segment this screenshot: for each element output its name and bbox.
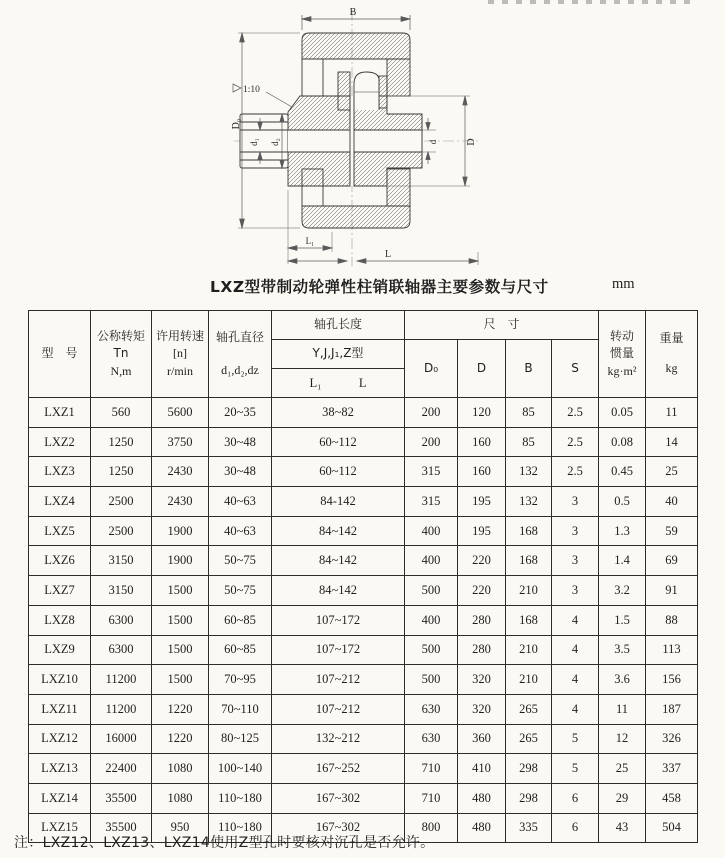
table-row xyxy=(29,605,698,635)
cell-speed: 2430 xyxy=(152,457,209,487)
cell-b: 132 xyxy=(506,487,552,517)
cell-bore_dia: 110~180 xyxy=(209,813,272,843)
header-model: 型 号 xyxy=(29,311,91,398)
cell-d0: 315 xyxy=(405,457,458,487)
cell-inertia: 25 xyxy=(599,754,646,784)
cell-s: 3 xyxy=(552,576,599,606)
cell-inertia: 12 xyxy=(599,724,646,754)
cell-inertia: 3.5 xyxy=(599,635,646,665)
cell-speed: 1500 xyxy=(152,635,209,665)
cell-weight: 91 xyxy=(646,576,698,606)
cell-torque: 6300 xyxy=(91,605,152,635)
cell-d0: 400 xyxy=(405,605,458,635)
cell-d: 280 xyxy=(458,635,506,665)
cell-s: 3 xyxy=(552,487,599,517)
cell-weight: 25 xyxy=(646,457,698,487)
cell-b: 210 xyxy=(506,665,552,695)
table-row xyxy=(29,754,698,784)
cell-bore_len: 84~142 xyxy=(272,516,405,546)
cell-weight: 458 xyxy=(646,783,698,813)
cell-bore_len: 107~212 xyxy=(272,665,405,695)
cell-torque: 560 xyxy=(91,398,152,428)
cell-weight: 88 xyxy=(646,605,698,635)
cell-torque: 2500 xyxy=(91,487,152,517)
header-dimensions: 尺 寸 xyxy=(405,311,599,340)
header-b: B xyxy=(506,340,552,398)
cell-d0: 200 xyxy=(405,427,458,457)
cell-b: 168 xyxy=(506,605,552,635)
cell-bore_dia: 80~125 xyxy=(209,724,272,754)
cell-torque: 3150 xyxy=(91,546,152,576)
table-row xyxy=(29,665,698,695)
cell-bore_dia: 60~85 xyxy=(209,605,272,635)
cell-bore_len: 107~172 xyxy=(272,635,405,665)
table-row xyxy=(29,724,698,754)
cell-bore_len: 107~172 xyxy=(272,605,405,635)
cell-d0: 500 xyxy=(405,635,458,665)
cell-bore_len: 107~212 xyxy=(272,694,405,724)
cell-model: LXZ4 xyxy=(29,487,91,517)
cell-d: 160 xyxy=(458,457,506,487)
cell-d: 220 xyxy=(458,576,506,606)
cell-model: LXZ7 xyxy=(29,576,91,606)
cell-speed: 1500 xyxy=(152,576,209,606)
cell-bore_dia: 20~35 xyxy=(209,398,272,428)
cell-torque: 6300 xyxy=(91,635,152,665)
cell-s: 6 xyxy=(552,813,599,843)
cell-inertia: 3.2 xyxy=(599,576,646,606)
cell-d: 195 xyxy=(458,487,506,517)
cell-d0: 800 xyxy=(405,813,458,843)
cell-weight: 69 xyxy=(646,546,698,576)
cell-speed: 1220 xyxy=(152,694,209,724)
cell-s: 2.5 xyxy=(552,398,599,428)
cell-inertia: 43 xyxy=(599,813,646,843)
cell-torque: 35500 xyxy=(91,813,152,843)
header-inertia: 转动 惯量 kg·m² xyxy=(599,311,646,398)
cell-s: 3 xyxy=(552,546,599,576)
cell-b: 335 xyxy=(506,813,552,843)
cell-speed: 1220 xyxy=(152,724,209,754)
cell-b: 210 xyxy=(506,576,552,606)
unit-label: mm xyxy=(612,276,635,292)
cell-bore_dia: 30~48 xyxy=(209,457,272,487)
cell-bore_dia: 50~75 xyxy=(209,576,272,606)
dim-label-d2: d₂ xyxy=(270,138,280,146)
table-row xyxy=(29,427,698,457)
cell-d: 320 xyxy=(458,694,506,724)
cell-s: 2.5 xyxy=(552,457,599,487)
header-bore-length: 轴孔长度 xyxy=(272,311,405,340)
table-row xyxy=(29,457,698,487)
cell-d: 480 xyxy=(458,813,506,843)
header-d0: D₀ xyxy=(405,340,458,398)
table-row xyxy=(29,694,698,724)
cell-inertia: 1.3 xyxy=(599,516,646,546)
cell-b: 265 xyxy=(506,724,552,754)
cell-s: 4 xyxy=(552,605,599,635)
cell-b: 85 xyxy=(506,427,552,457)
cell-speed: 1080 xyxy=(152,754,209,784)
cell-torque: 2500 xyxy=(91,516,152,546)
cell-d: 195 xyxy=(458,516,506,546)
cell-torque: 22400 xyxy=(91,754,152,784)
cell-bore_dia: 70~95 xyxy=(209,665,272,695)
cell-inertia: 0.05 xyxy=(599,398,646,428)
cell-bore_dia: 40~63 xyxy=(209,516,272,546)
cell-bore_len: 167~252 xyxy=(272,754,405,784)
dim-label-b: B xyxy=(349,7,357,18)
cell-model: LXZ8 xyxy=(29,605,91,635)
cell-bore_dia: 100~140 xyxy=(209,754,272,784)
dim-label-d: d xyxy=(428,139,438,145)
cell-inertia: 0.08 xyxy=(599,427,646,457)
cell-s: 4 xyxy=(552,635,599,665)
dim-label-d1: d₁ xyxy=(249,138,259,146)
cell-bore_dia: 40~63 xyxy=(209,487,272,517)
table-header xyxy=(29,311,698,398)
header-weight: 重量 kg xyxy=(646,311,698,398)
cell-model: LXZ2 xyxy=(29,427,91,457)
table-row xyxy=(29,398,698,428)
cell-inertia: 3.6 xyxy=(599,665,646,695)
cell-model: LXZ10 xyxy=(29,665,91,695)
cell-d0: 710 xyxy=(405,754,458,784)
cell-inertia: 1.5 xyxy=(599,605,646,635)
dim-label-taper: 1:10 xyxy=(243,85,260,95)
cell-weight: 113 xyxy=(646,635,698,665)
title-row xyxy=(0,275,725,297)
cell-torque: 11200 xyxy=(91,694,152,724)
cell-b: 210 xyxy=(506,635,552,665)
cell-s: 5 xyxy=(552,724,599,754)
cell-weight: 156 xyxy=(646,665,698,695)
cell-model: LXZ12 xyxy=(29,724,91,754)
cell-inertia: 11 xyxy=(599,694,646,724)
cell-model: LXZ9 xyxy=(29,635,91,665)
cell-s: 4 xyxy=(552,665,599,695)
table-row xyxy=(29,487,698,517)
cell-model: LXZ5 xyxy=(29,516,91,546)
cell-speed: 1500 xyxy=(152,665,209,695)
cell-bore_dia: 110~180 xyxy=(209,783,272,813)
cell-b: 298 xyxy=(506,783,552,813)
cell-d0: 630 xyxy=(405,724,458,754)
cell-torque: 1250 xyxy=(91,457,152,487)
header-bore-diameter: 轴孔直径 d₁,d₂,dz xyxy=(209,311,272,398)
cell-d: 220 xyxy=(458,546,506,576)
header-l1-l: L₁ L xyxy=(272,369,405,398)
cell-inertia: 0.5 xyxy=(599,487,646,517)
cell-weight: 187 xyxy=(646,694,698,724)
cell-bore_len: 60~112 xyxy=(272,457,405,487)
cell-speed: 1900 xyxy=(152,546,209,576)
cell-weight: 11 xyxy=(646,398,698,428)
elastic-pin xyxy=(338,72,387,110)
cell-torque: 3150 xyxy=(91,576,152,606)
table-row xyxy=(29,783,698,813)
cropped-text-remnant xyxy=(488,0,693,4)
cell-bore_len: 167~302 xyxy=(272,783,405,813)
table-row xyxy=(29,546,698,576)
cell-weight: 337 xyxy=(646,754,698,784)
cell-bore_len: 38~82 xyxy=(272,398,405,428)
cell-d0: 500 xyxy=(405,576,458,606)
cell-b: 168 xyxy=(506,546,552,576)
cell-s: 4 xyxy=(552,694,599,724)
table-row xyxy=(29,516,698,546)
cell-torque: 1250 xyxy=(91,427,152,457)
cell-weight: 59 xyxy=(646,516,698,546)
cell-inertia: 1.4 xyxy=(599,546,646,576)
cell-d: 280 xyxy=(458,605,506,635)
table-row xyxy=(29,635,698,665)
spec-table xyxy=(28,310,698,843)
cell-bore_len: 167~302 xyxy=(272,813,405,843)
cell-s: 6 xyxy=(552,783,599,813)
cell-b: 298 xyxy=(506,754,552,784)
flange-joint xyxy=(350,96,354,186)
cell-d0: 710 xyxy=(405,783,458,813)
cell-bore_len: 84~142 xyxy=(272,546,405,576)
cell-bore_dia: 50~75 xyxy=(209,546,272,576)
cell-d: 160 xyxy=(458,427,506,457)
cell-bore_len: 132~212 xyxy=(272,724,405,754)
cell-weight: 40 xyxy=(646,487,698,517)
cell-speed: 950 xyxy=(152,813,209,843)
cell-d: 410 xyxy=(458,754,506,784)
footnote: 注：LXZ12、LXZ13、LXZ14使用Z型孔时要核对沉孔是否允许。 xyxy=(14,835,435,851)
cell-weight: 14 xyxy=(646,427,698,457)
cell-b: 265 xyxy=(506,694,552,724)
cell-b: 132 xyxy=(506,457,552,487)
cell-model: LXZ13 xyxy=(29,754,91,784)
cell-model: LXZ14 xyxy=(29,783,91,813)
cell-d: 360 xyxy=(458,724,506,754)
cell-b: 85 xyxy=(506,398,552,428)
table-body xyxy=(29,398,698,843)
cell-d0: 315 xyxy=(405,487,458,517)
cell-d: 120 xyxy=(458,398,506,428)
cell-s: 5 xyxy=(552,754,599,784)
cell-speed: 1500 xyxy=(152,605,209,635)
cell-d0: 400 xyxy=(405,516,458,546)
cell-d0: 630 xyxy=(405,694,458,724)
cell-model: LXZ1 xyxy=(29,398,91,428)
cell-d: 480 xyxy=(458,783,506,813)
cell-weight: 504 xyxy=(646,813,698,843)
dim-label-l1: L₁ xyxy=(305,236,315,246)
cell-bore_dia: 60~85 xyxy=(209,635,272,665)
cell-model: LXZ6 xyxy=(29,546,91,576)
cell-d0: 400 xyxy=(405,546,458,576)
page-title: LXZ型带制动轮弹性柱销联轴器主要参数与尺寸 xyxy=(210,278,549,296)
dim-label-D: D xyxy=(466,138,477,146)
cell-s: 2.5 xyxy=(552,427,599,457)
header-torque: 公称转矩Tn N,m xyxy=(91,311,152,398)
cell-d: 320 xyxy=(458,665,506,695)
cell-d0: 200 xyxy=(405,398,458,428)
cell-bore_len: 84~142 xyxy=(272,576,405,606)
cell-speed: 5600 xyxy=(152,398,209,428)
cell-torque: 11200 xyxy=(91,665,152,695)
cell-speed: 1080 xyxy=(152,783,209,813)
cell-bore_len: 60~112 xyxy=(272,427,405,457)
header-bore-length-types: Y,J,J₁,Z型 xyxy=(272,340,405,369)
cell-model: LXZ3 xyxy=(29,457,91,487)
cell-d0: 500 xyxy=(405,665,458,695)
header-d: D xyxy=(458,340,506,398)
cell-model: LXZ11 xyxy=(29,694,91,724)
cell-torque: 16000 xyxy=(91,724,152,754)
dim-label-l: L xyxy=(384,249,392,260)
header-speed: 许用转速 [n] r/min xyxy=(152,311,209,398)
cell-speed: 1900 xyxy=(152,516,209,546)
table-row xyxy=(29,576,698,606)
cell-s: 3 xyxy=(552,516,599,546)
header-s: S xyxy=(552,340,599,398)
dim-label-d0: D₀ xyxy=(231,118,242,130)
cell-inertia: 29 xyxy=(599,783,646,813)
cell-b: 168 xyxy=(506,516,552,546)
cell-weight: 326 xyxy=(646,724,698,754)
cell-bore_len: 84-142 xyxy=(272,487,405,517)
cell-bore_dia: 30~48 xyxy=(209,427,272,457)
cell-speed: 3750 xyxy=(152,427,209,457)
cell-bore_dia: 70~110 xyxy=(209,694,272,724)
coupling-section-drawing xyxy=(230,2,482,270)
cell-speed: 2430 xyxy=(152,487,209,517)
cell-torque: 35500 xyxy=(91,783,152,813)
cell-model: LXZ15 xyxy=(29,813,91,843)
cell-inertia: 0.45 xyxy=(599,457,646,487)
